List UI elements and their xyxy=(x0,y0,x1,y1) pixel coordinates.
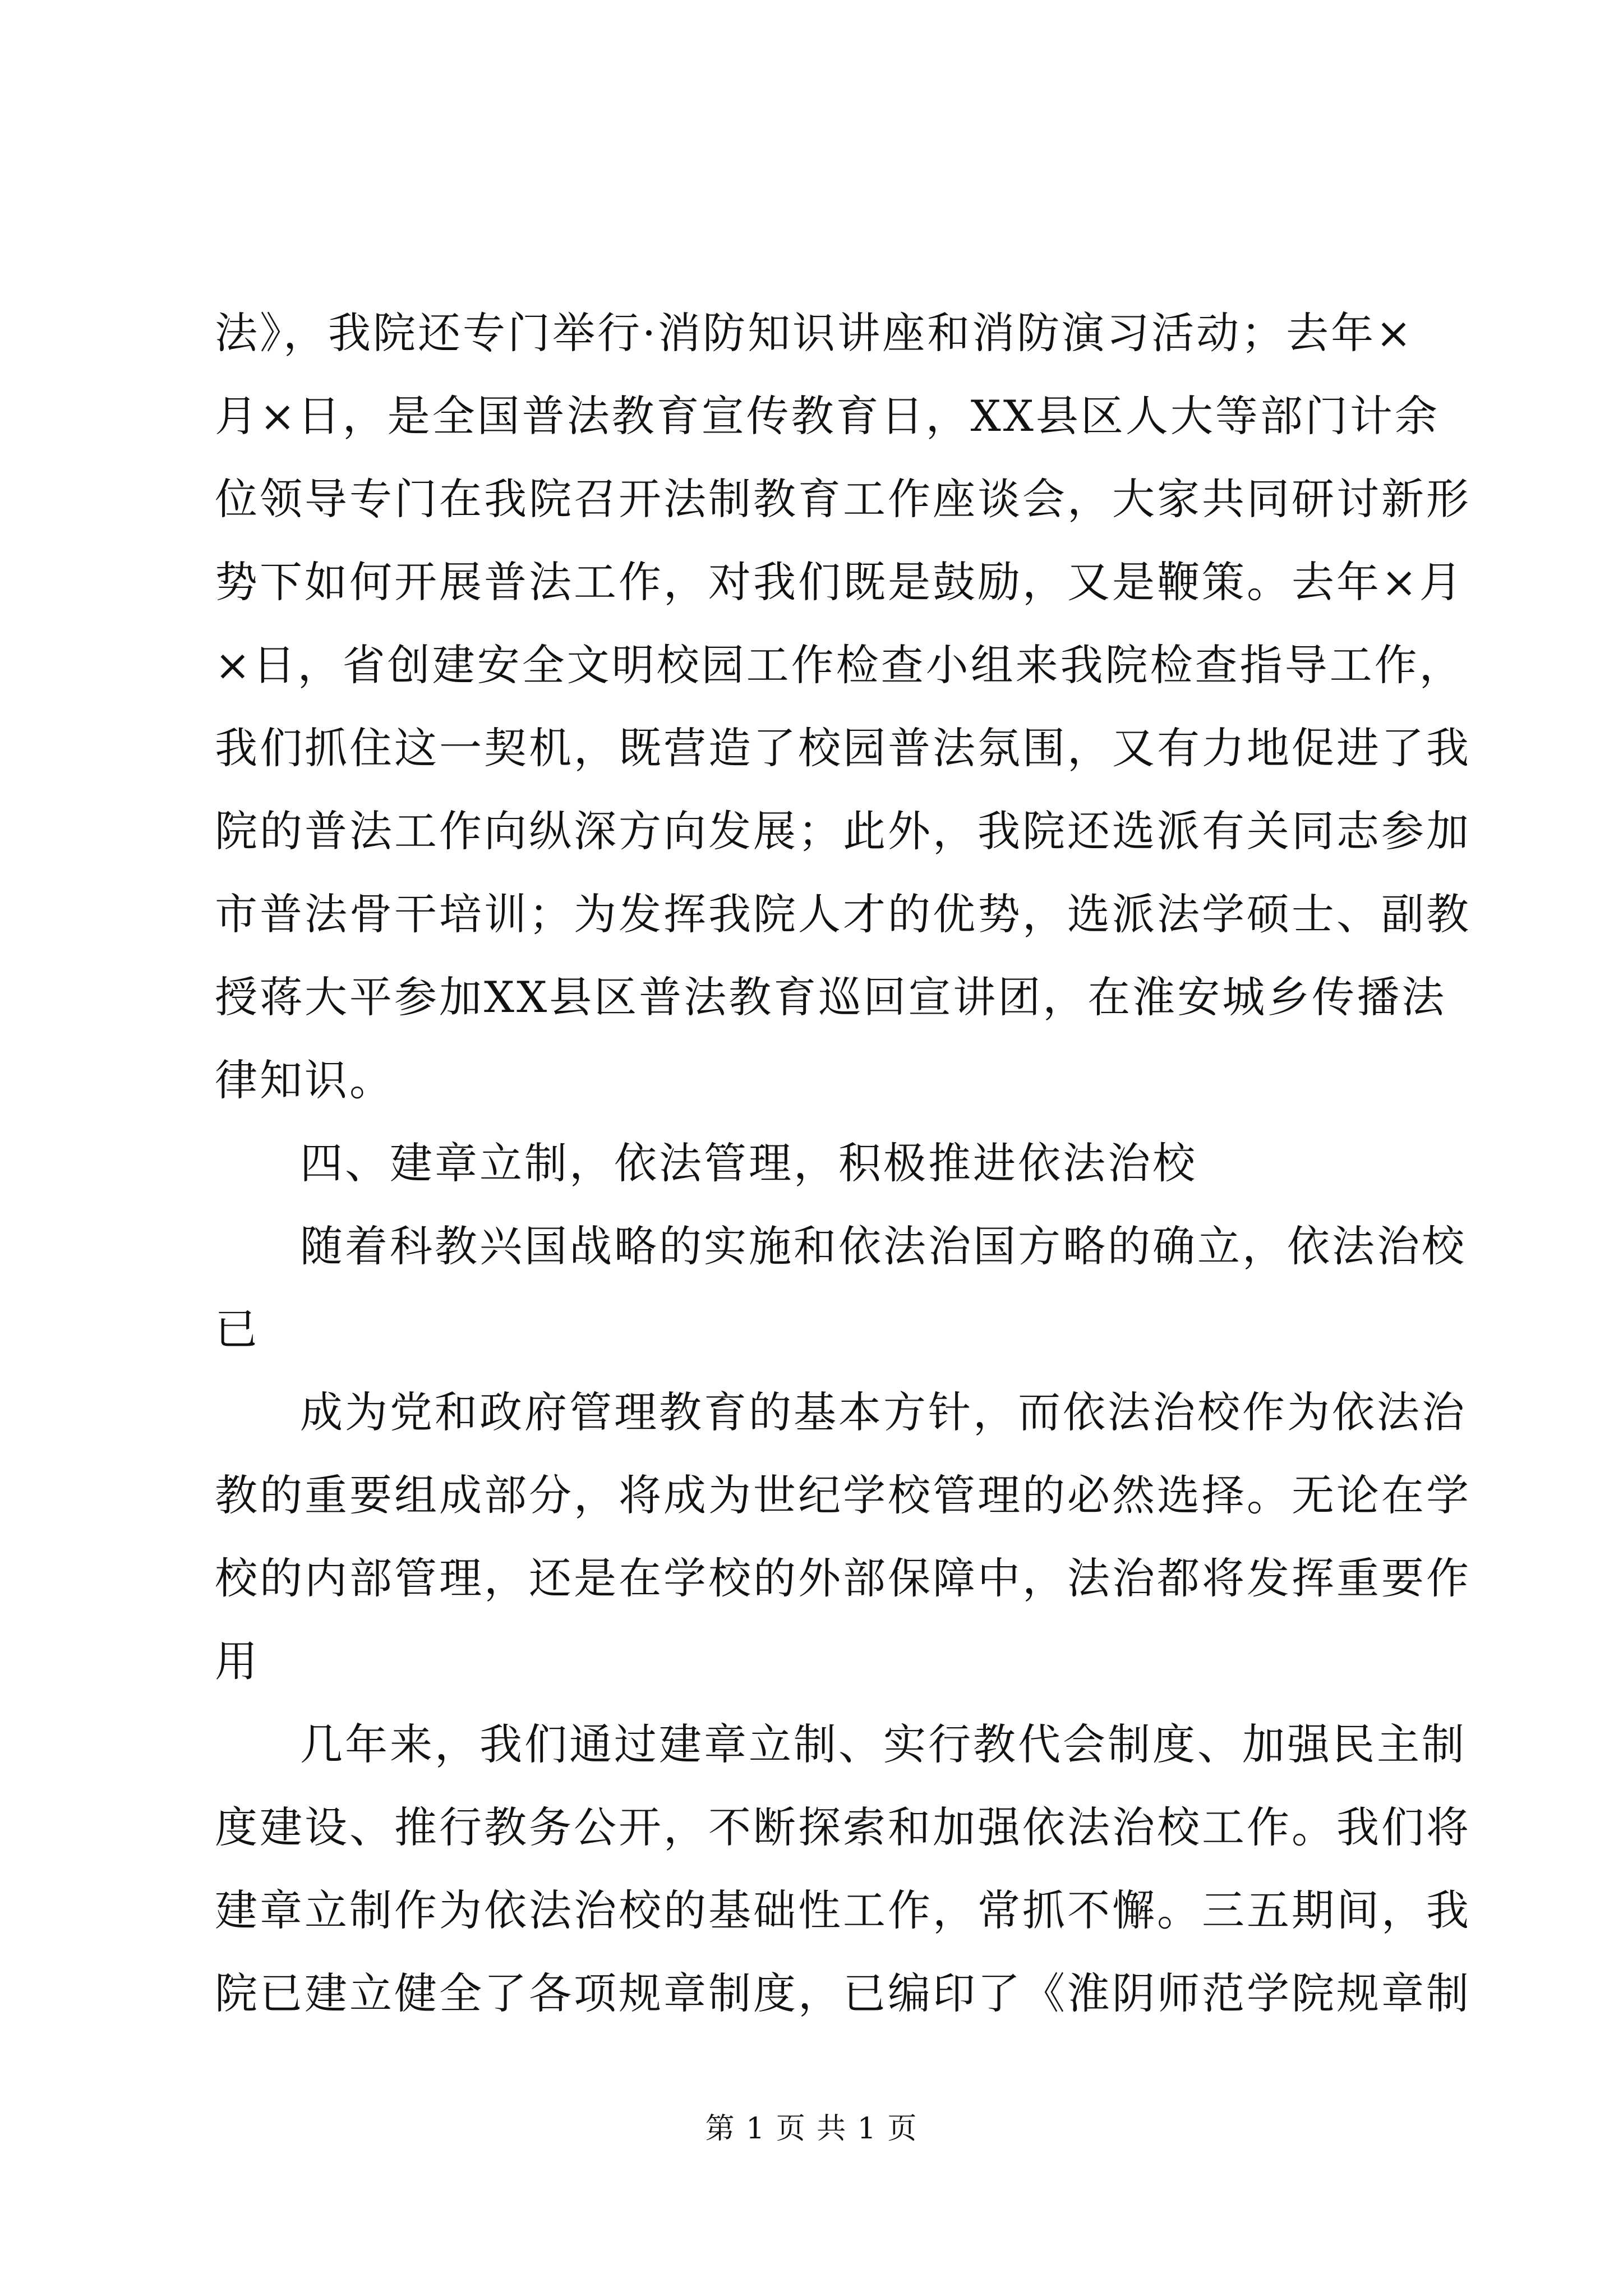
text-line: 授蒋大平参加XX县区普法教育巡回宣讲团，在淮安城乡传播法 xyxy=(215,972,1447,1022)
text-line: 势下如何开展普法工作，对我们既是鼓励，又是鞭策。去年×月 xyxy=(215,557,1464,607)
text-line: 教的重要组成部分，将成为世纪学校管理的必然选择。无论在学 xyxy=(215,1470,1471,1520)
text-line: 月×日，是全国普法教育宣传教育日，XX县区人大等部门计余 xyxy=(215,391,1440,441)
text-line: 位领导专门在我院召开法制教育工作座谈会，大家共同研讨新形 xyxy=(215,474,1471,524)
text-line: 随着科教兴国战略的实施和依法治国方略的确立，依法治校 xyxy=(300,1221,1467,1271)
text-line: 院的普法工作向纵深方向发展；此外，我院还选派有关同志参加 xyxy=(215,806,1471,856)
text-line: 校的内部管理，还是在学校的外部保障中，法治都将发挥重要作 xyxy=(215,1553,1471,1603)
text-line: 法》，我院还专门举行·消防知识讲座和消防演习活动；去年× xyxy=(215,308,1414,358)
text-line: 我们抓住这一契机，既营造了校园普法氛围，又有力地促进了我 xyxy=(215,723,1471,773)
text-line: 度建设、推行教务公开，不断探索和加强依法治校工作。我们将 xyxy=(215,1802,1471,1852)
text-line: 成为党和政府管理教育的基本方针，而依法治校作为依法治 xyxy=(300,1387,1467,1437)
text-line: 律知识。 xyxy=(215,1055,394,1105)
text-line: 建章立制作为依法治校的基础性工作，常抓不懈。三五期间，我 xyxy=(215,1885,1471,1935)
text-line: ×日，省创建安全文明校园工作检查小组来我院检查指导工作， xyxy=(215,640,1464,690)
text-line: 用 xyxy=(215,1636,260,1686)
text-line: 院已建立健全了各项规章制度，已编印了《淮阴师范学院规章制 xyxy=(215,1968,1471,2018)
text-line: 已 xyxy=(215,1304,260,1354)
document-body xyxy=(215,292,1471,2035)
text-line: 市普法骨干培训；为发挥我院人才的优势，选派法学硕士、副教 xyxy=(215,889,1471,939)
text-line: 几年来，我们通过建章立制、实行教代会制度、加强民主制 xyxy=(300,1719,1467,1769)
page-footer: 第 1 页 共 1 页 xyxy=(705,2112,918,2146)
text-line: 四、建章立制，依法管理，积极推进依法治校 xyxy=(300,1138,1197,1188)
